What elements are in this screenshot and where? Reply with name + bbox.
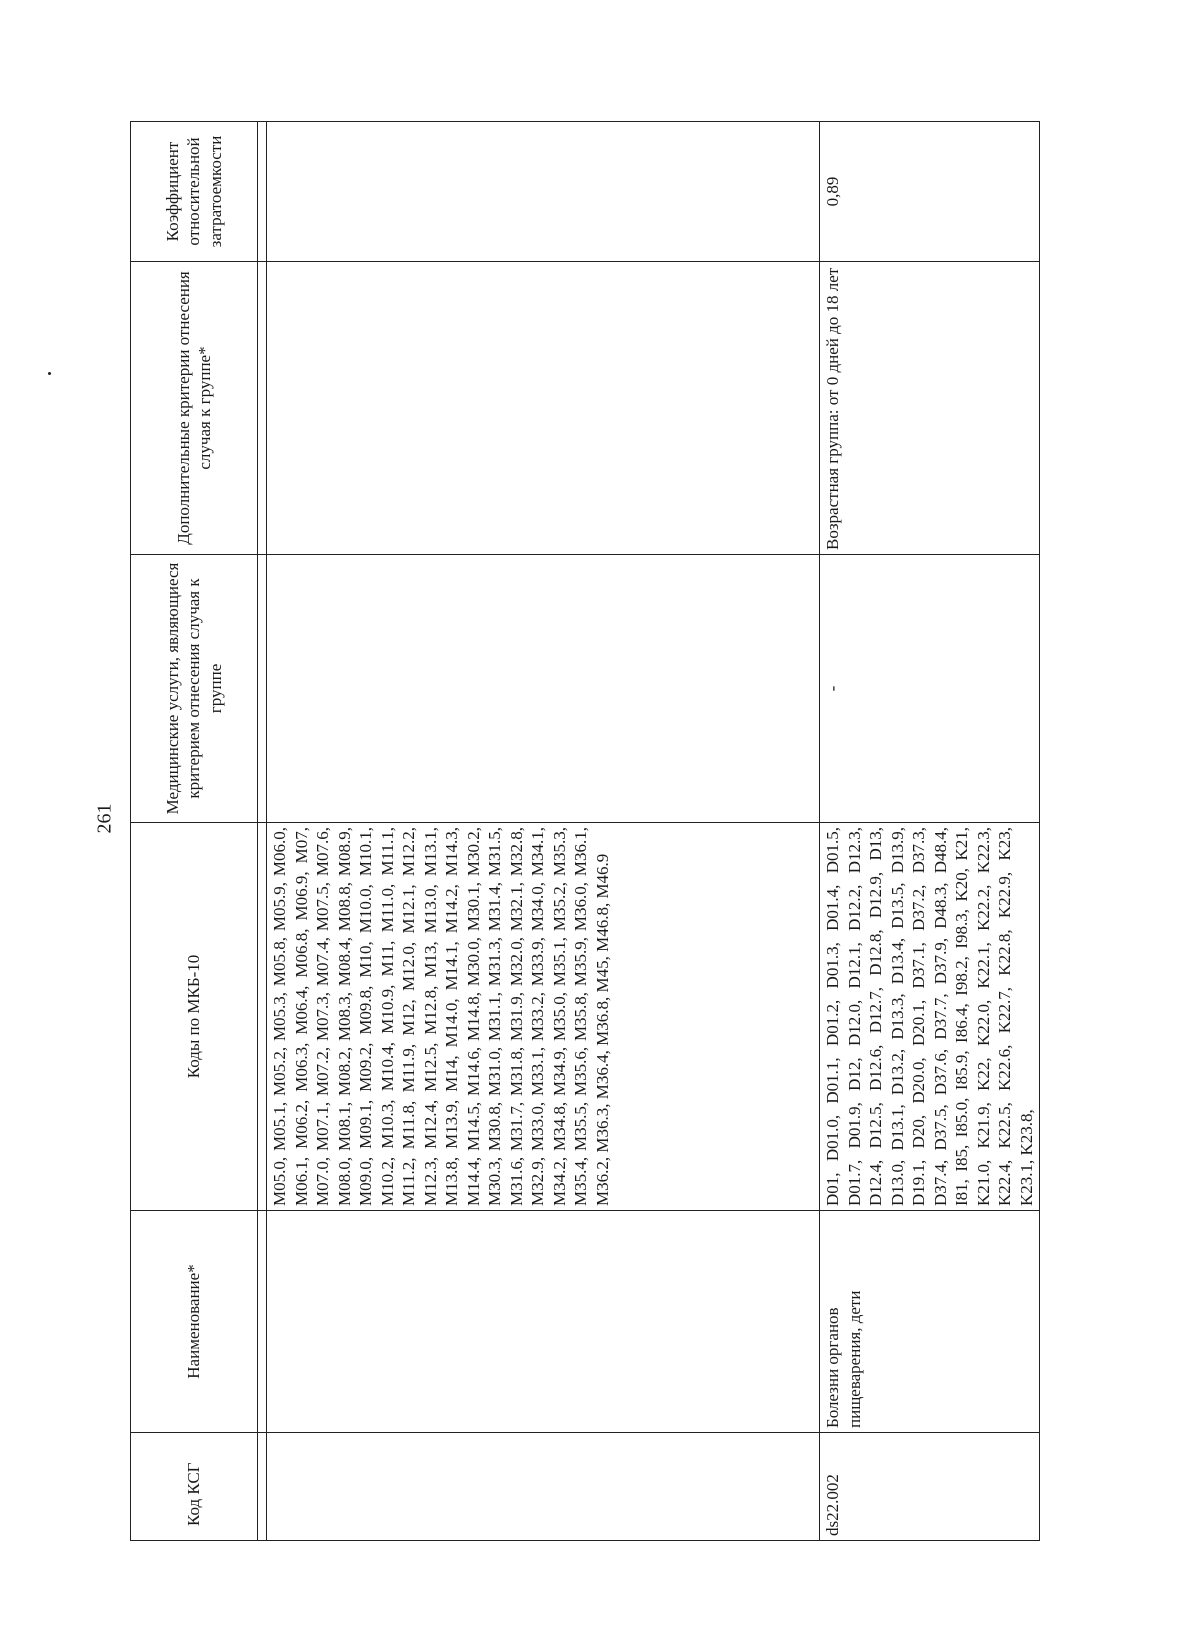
- table-row: [267, 122, 820, 1541]
- coefficient-cell: 0,89: [820, 122, 1040, 262]
- spacer-cell: [258, 262, 267, 555]
- table-header-row: [131, 122, 258, 1541]
- rotated-table-container: [130, 122, 1080, 1541]
- spacer-cell: [258, 1433, 267, 1541]
- icd-codes-cell: M05.0, M05.1, M05.2, M05.3, M05.8, M05.9, M06.0, M06.1, M06.2, M06.3, M06.4, M06.8, M06.9, M07, M07.0, M07.1, M07.2, M07.3, M07.4, M07.5, M07.6, M08.0, M08.1, M08.2, M08.3, M08.4, M08.8, M08.9, M09.0, M09.1, M09.2, M09.8, M10, M10.0, M10.1, M10.2, M10.3, M10.4, M10.9, M11, M11.0, M11.1, M11.2, M11.8, M11.9, M12, M12.0, M12.1, M12.2, M12.3, M12.4, M12.5, M12.8, M13, M13.0, M13.1, M13.8, M13.9, M14, M14.0, M14.1, M14.2, M14.3, M14.4, M14.5, M14.6, M14.8, M30.0, M30.1, M30.2, M30.3, M30.8, M31.0, M31.1, M31.3, M31.4, M31.5, M31.6, M31.7, M31.8, M31.9, M32.0, M32.1, M32.8, M32.9, M33.0, M33.1, M33.2, M33.9, M34.0, M34.1, M34.2, M34.8, M34.9, M35.0, M35.1, M35.2, M35.3, M35.4, M35.5, M35.6, M35.8, M35.9, M36.0, M36.1, M36.2, M36.3, M36.4, M36.8, M45, M46.8, M46.9: [267, 823, 820, 1211]
- ksg-code-cell: [267, 1433, 820, 1541]
- header-icd-codes: Коды по МКБ-10: [131, 823, 258, 1211]
- table-row: [820, 122, 1040, 1541]
- ksg-code-cell: ds22.002: [820, 1433, 1040, 1541]
- spacer-cell: [258, 555, 267, 823]
- header-ksg-code: Код КСГ: [131, 1433, 258, 1541]
- scan-mark: [48, 372, 51, 375]
- header-services: Медицинские услуги, являющиеся критерием отнесения случая к группе: [131, 555, 258, 823]
- header-name: [131, 1211, 258, 1433]
- name-cell: [267, 1211, 820, 1433]
- spacer-cell: [258, 1211, 267, 1433]
- icd-codes-cell: D01, D01.0, D01.1, D01.2, D01.3, D01.4, D01.5, D01.7, D01.9, D12, D12.0, D12.1, D12.2, D12.3, D12.4, D12.5, D12.6, D12.7, D12.8, D12.9, D13, D13.0, D13.1, D13.2, D13.3, D13.4, D13.5, D13.9, D19.1, D20, D20.0, D20.1, D37.1, D37.2, D37.3, D37.4, D37.5, D37.6, D37.7, D37.9, D48.3, D48.4, I81, I85, I85.0, I85.9, I86.4, I98.2, I98.3, K20, K21, K21.0, K21.9, K22, K22.0, K22.1, K22.2, K22.3, K22.4, K22.5, K22.6, K22.7, K22.8, K22.9, K23, K23.1, K23.8,: [820, 823, 1040, 1211]
- name-cell: Болезни органов пищеварения, дети: [820, 1211, 1040, 1433]
- criteria-cell: [267, 262, 820, 555]
- criteria-cell: Возрастная группа: от 0 дней до 18 лет: [820, 262, 1040, 555]
- ksg-table: [130, 121, 1040, 1541]
- header-name-label: Наименование*: [184, 1264, 204, 1379]
- coefficient-cell: [267, 122, 820, 262]
- spacer-row: [258, 122, 267, 1541]
- services-cell: [267, 555, 820, 823]
- page-number: 261: [93, 803, 116, 834]
- spacer-cell: [258, 823, 267, 1211]
- header-criteria-label: Дополнительные критерии отнесения случая к группе*: [173, 271, 214, 545]
- header-coefficient: Коэффициент относительной затратоемкости: [131, 122, 258, 262]
- document-sheet: [130, 122, 1080, 1541]
- spacer-cell: [258, 122, 267, 262]
- header-criteria: [131, 262, 258, 555]
- services-cell: -: [820, 555, 1040, 823]
